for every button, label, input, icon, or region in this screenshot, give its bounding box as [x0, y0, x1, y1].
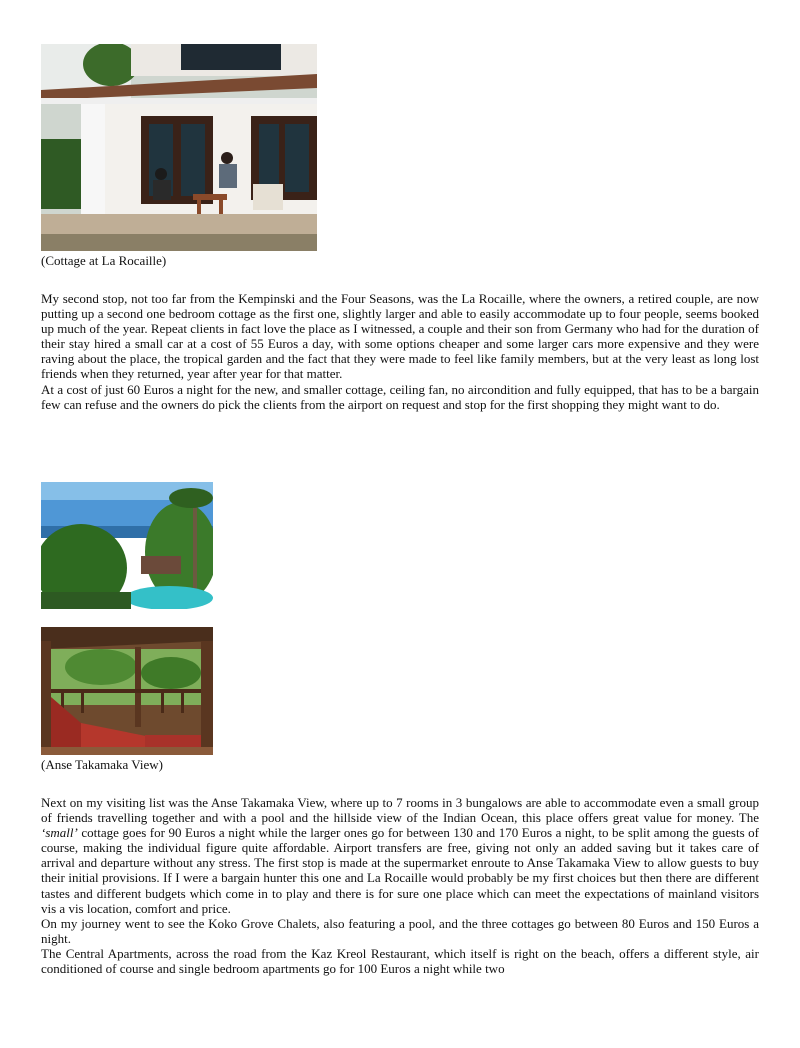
pool-photo — [41, 482, 213, 609]
la-rocaille-paragraph-1: My second stop, not too far from the Kempinski and the Four Seasons, was the La Rocaille, where the owners, a retired couple, are now putting up a second one bedroom cottage as the first one, slightly larger and able to easily accommodate up to four people, seems booked up much of the year. Repeat clients in fact love the place as I witnessed, a couple and their son from Germany who had for the duration of their stay hired a small car at a cost of 55 Euros a day, with some options cheaper and some larger cars more expensive and they were raving about the place, the tropical garden and the fact that they were made to feel like family members, but at the very least as long lost friends when they returned, year after year for that matter. — [41, 291, 759, 382]
central-apartments-paragraph: The Central Apartments, across the road from the Kaz Kreol Restaurant, which itself is right on the beach, offers a different style, air conditioned of course and single bedroom apartments go for 100 Euros a night while two — [41, 945, 759, 977]
la-rocaille-text — [41, 291, 759, 412]
paragraph-1-start: Next on my visiting list was the Anse Takamaka View, where up to 7 rooms in 3 bungalows are able to accommodate even a small group of friends travelling together and with a pool and the hillside view of the Indian Ocean, this place offers great value for money. The — [41, 795, 759, 826]
anse-takamaka-paragraph-1 — [41, 795, 759, 916]
koko-grove-paragraph: On my journey went to see the Koko Grove Chalets, also featuring a pool, and the three cottages go between 80 Euros and 150 Euros a night. — [41, 915, 759, 946]
paragraph-1-end: cottage goes for 90 Euros a night while the larger ones go for between 130 and 170 Euros a night, to be split among the guests of course, making the individual figure quite affordable. Airport transfers are free, giving not only an added saving but it takes care of arrival and departure without any stress. The first stop is made at the supermarket enroute to Anse Takamaka View to allow guests to buy their initial provisions. If I were a bargain hunter this one and La Rocaille would probably be my first choices but then there are different tastes and different budgets which come in to play and there is for sure one place which can meet the expectations of mainland visitors vis a vis location, comfort and price. — [41, 825, 759, 916]
cottage-caption: (Cottage at La Rocaille) — [41, 253, 167, 268]
anse-caption: (Anse Takamaka View) — [41, 757, 164, 772]
cottage-photo — [41, 44, 317, 251]
anse-takamaka-text — [41, 795, 759, 976]
small-emphasis: ‘small’ — [41, 825, 78, 841]
la-rocaille-paragraph-2: At a cost of just 60 Euros a night for the new, and smaller cottage, ceiling fan, no aircondition and fully equipped, that has to be a bargain few can refuse and the owners do pick the clients from the airport on request and stop for the first shopping they might want to do. — [41, 381, 759, 412]
veranda-photo — [41, 627, 213, 755]
